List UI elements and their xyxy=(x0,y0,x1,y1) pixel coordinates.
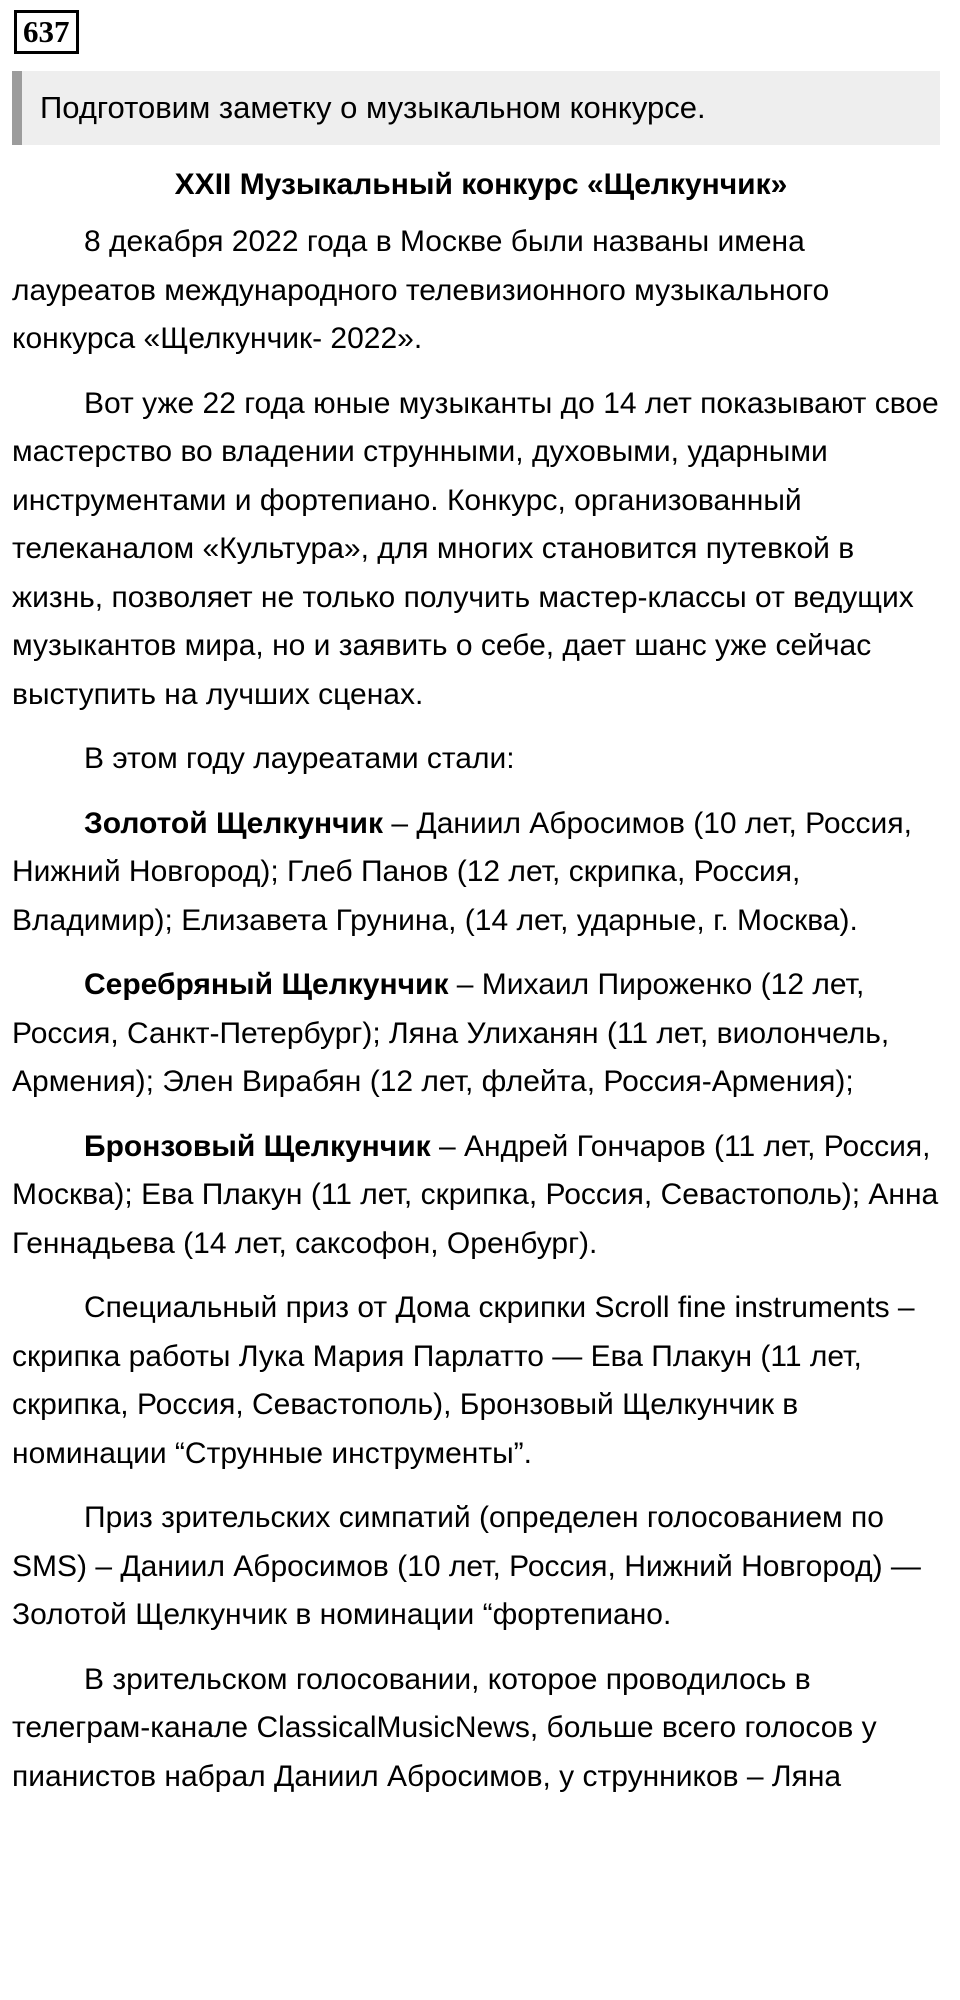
intro-banner: Подготовим заметку о музыкальном конкурсе. xyxy=(12,71,940,145)
paragraph-bronze xyxy=(12,1123,950,1269)
article-title: XXII Музыкальный конкурс «Щелкунчик» xyxy=(174,168,788,201)
silver-label: Серебряный Щелкунчик xyxy=(84,968,449,1001)
paragraph-audience-prize: Приз зрительских симпатий (определен голосованием по SMS) – Даниил Абросимов (10 лет, Россия, Нижний Новгород) — Золотой Щелкунчик в номинации “фортепиано. xyxy=(12,1501,921,1631)
paragraph-special-prize: Специальный приз от Дома скрипки Scroll fine instruments – скрипка работы Лука Мария Парлатто — Ева Плакун (11 лет, скрипка, Россия, Севастополь), Бронзовый Щелкунчик в номинации “Струнные инструменты”. xyxy=(12,1291,915,1470)
silver-text: – Михаил Пироженко (12 лет, Россия, Санкт-Петербург); Ляна Улиханян (11 лет, виолончель, Армения); Элен Вирабян (12 лет, флейта, Россия-Армения); xyxy=(12,968,890,1098)
article xyxy=(12,160,950,1817)
paragraph-telegram-vote: В зрительском голосовании, которое проводилось в телеграм-канале ClassicalMusicNews, больше всего голосов у пианистов набрал Даниил Абросимов, у струнников – Ляна xyxy=(12,1662,877,1793)
paragraph-description: Вот уже 22 года юные музыканты до 14 лет показывают свое мастерство во владении струнными, духовыми, ударными инструментами и фортепиано. Конкурс, организованный телеканалом «Культура», для многих становится путевкой в жизнь, позволяет не только получить мастер-классы от ведущих музыкантов мира, но и заявить о себе, дает шанс уже сейчас выступить на лучших сценах. xyxy=(12,386,939,711)
paragraph-date: 8 декабря 2022 года в Москве были названы имена лауреатов международного телевизионного музыкального конкурса «Щелкунчик- 2022». xyxy=(12,225,830,355)
paragraph-silver xyxy=(12,961,950,1107)
task-number: 637 xyxy=(14,10,79,54)
gold-text: – Даниил Абросимов (10 лет, Россия, Нижний Новгород); Глеб Панов (12 лет, скрипка, Россия, Владимир); Елизавета Грунина, (14 лет, ударные, г. Москва). xyxy=(12,806,912,937)
bronze-label: Бронзовый Щелкунчик xyxy=(84,1129,431,1163)
paragraph-laureates-intro: В этом году лауреатами стали: xyxy=(84,742,515,775)
paragraph-gold xyxy=(12,800,950,946)
bronze-text: – Андрей Гончаров (11 лет, Россия, Москва); Ева Плакун (11 лет, скрипка, Россия, Севастополь); Анна Геннадьева (14 лет, саксофон, Оренбург). xyxy=(12,1129,939,1260)
gold-label: Золотой Щелкунчик xyxy=(84,806,384,840)
